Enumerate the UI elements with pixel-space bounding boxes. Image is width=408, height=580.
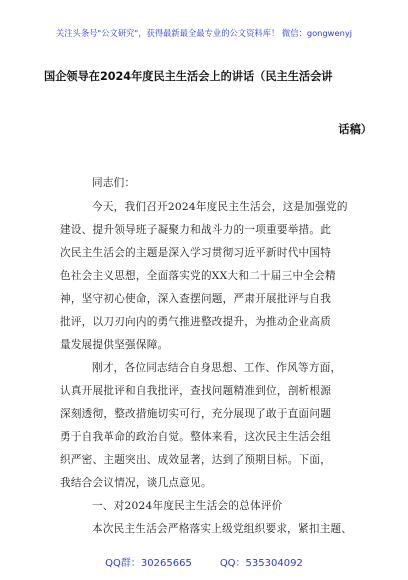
body-line: 今天，我们召开2024年度民主生活会，这是加强党的 (92, 201, 348, 213)
body-line: 次民主生活会的主题是深入学习贯彻习近平新时代中国特 (60, 247, 332, 259)
body-line: 建设、提升领导班子凝聚力和战斗力的一项重要举措。此 (60, 224, 332, 236)
body-line: 神，坚守初心使命，深入查摆问题，严肃开展批评与自我 (60, 293, 332, 305)
body-line: 色社会主义思想，全面落实党的XX大和二十届三中全会精 (60, 270, 336, 282)
footer-qq-group: QQ群：30265665 (105, 558, 192, 569)
section-heading: 一、对2024年度民主生活会的总体评价 (92, 500, 283, 512)
body-line: 本次民主生活会严格落实上级党组织要求，紧扣主题、 (92, 523, 353, 535)
body-line: 织严密、主题突出、成效显著，达到了预期目标。下面， (60, 454, 332, 466)
document-title-line-2: 话稿） (338, 123, 372, 136)
body-line: 勇于自我革命的政治自觉。整体来看，这次民主生活会组 (60, 431, 332, 443)
body-line: 批评，以刀刃向内的勇气推进整改提升，为推动企业高质 (60, 316, 332, 328)
body-line: 刚才，各位同志结合自身思想、工作、作风等方面， (92, 362, 342, 374)
footer-contacts (0, 554, 408, 569)
salutation: 同志们： (92, 177, 136, 189)
body-line: 我结合会议情况，谈几点意见。 (60, 477, 212, 489)
body-line: 认真开展批评和自我批评，查找问题精准到位，剖析根源 (60, 385, 332, 397)
header-banner: 关注头条号"公文研究"，获得最新最全最专业的公文资料库！ 微信：gongwenyj (55, 28, 353, 38)
document-title-line-1: 国企领导在2024年度民主生活会上的讲话（民主生活会讲 (44, 70, 333, 83)
body-line: 深刻透彻，整改措施切实可行，充分展现了敢于直面问题 (60, 408, 332, 420)
footer-qq: QQ：535304092 (219, 558, 303, 569)
body-line: 量发展提供坚强保障。 (60, 339, 169, 351)
